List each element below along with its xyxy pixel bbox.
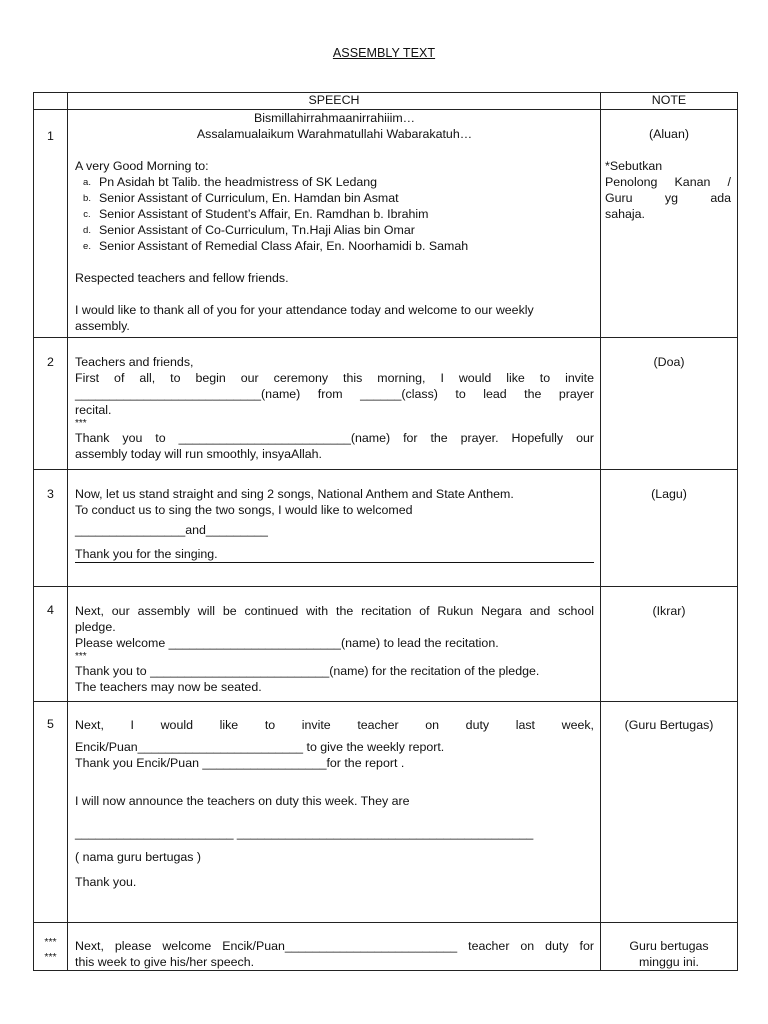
table-row-4 xyxy=(34,587,738,702)
speech-cell xyxy=(68,587,601,702)
speech-line: Next, our assembly will be continued with the recitation of Rukun Negara and school xyxy=(75,604,594,618)
note-text: (Ikrar) xyxy=(652,604,686,618)
speech-line: Encik/Puan________________________ to give the weekly report. xyxy=(75,740,445,754)
list-item: d. Senior Assistant of Co-Curriculum, Tn.Haji Alias bin Omar xyxy=(83,223,415,237)
note-cell xyxy=(601,587,738,702)
note-text: (Doa) xyxy=(653,355,685,369)
row-number-stars: *** *** xyxy=(44,936,57,963)
row-number xyxy=(34,923,68,971)
assembly-table xyxy=(33,92,738,971)
speech-line: Thank you to _________________________(name) for the prayer. Hopefully our xyxy=(75,431,594,445)
table-header-row xyxy=(34,93,738,110)
speech-line: Thank you Encik/Puan __________________for the report . xyxy=(75,756,405,770)
respected-line: Respected teachers and fellow friends. xyxy=(75,271,289,285)
speech-line: ( nama guru bertugas ) xyxy=(75,850,202,864)
note-remark-line: sahaja. xyxy=(605,207,645,221)
document-title: ASSEMBLY TEXT xyxy=(332,46,436,60)
singer-blanks: ________________and_________ xyxy=(75,523,268,537)
note-text: (Lagu) xyxy=(651,487,687,501)
note-remark-line: Penolong Kanan / xyxy=(605,175,731,189)
header-note: NOTE xyxy=(601,93,738,110)
row-number xyxy=(34,470,68,587)
speech-line: Next, please welcome Encik/Puan_________________________ teacher on duty for xyxy=(75,939,594,953)
row-number-text: 5 xyxy=(47,717,54,731)
bismillah-line: Bismillahirrahmaanirrahiiim… xyxy=(253,111,416,125)
note-cell xyxy=(601,338,738,470)
speech-line: Thank you for the singing. xyxy=(75,546,594,563)
speech-line: assembly today will run smoothly, insyaAllah. xyxy=(75,447,322,461)
teachers-blanks: _______________________ ___________________________________________ xyxy=(75,826,534,840)
list-item: e. Senior Assistant of Remedial Class Afair, En. Noorhamidi b. Samah xyxy=(83,239,469,253)
note-cell xyxy=(601,110,738,338)
speech-line: I will now announce the teachers on duty this week. They are xyxy=(75,794,410,808)
note-text: (Aluan) xyxy=(649,127,689,141)
speech-cell xyxy=(68,470,601,587)
table-row-1 xyxy=(34,110,738,338)
row-number xyxy=(34,702,68,923)
note-remark xyxy=(601,158,737,222)
note-cell xyxy=(601,470,738,587)
speech-line: Now, let us stand straight and sing 2 songs, National Anthem and State Anthem. xyxy=(75,487,514,501)
speech-line: Thank you. xyxy=(75,875,137,889)
table-row-2 xyxy=(34,338,738,470)
speech-line: First of all, to begin our ceremony this morning, I would like to invite xyxy=(75,371,594,385)
row-number-text: 2 xyxy=(47,355,54,369)
speech-line: pledge. xyxy=(75,620,116,634)
note-text: Guru bertugas minggu ini. xyxy=(629,939,709,969)
row-number-text: 4 xyxy=(47,603,54,617)
note-remark-line: Guru yg ada xyxy=(605,191,731,205)
row-number-text: 3 xyxy=(47,487,54,501)
header-number xyxy=(34,93,68,110)
row-number xyxy=(34,338,68,470)
table-row-3 xyxy=(34,470,738,587)
separator-stars: *** xyxy=(75,418,87,429)
note-cell xyxy=(601,702,738,923)
speech-line: Teachers and friends, xyxy=(75,355,194,369)
speech-line: Next, I would like to invite teacher on duty last week, xyxy=(75,718,594,732)
speech-line: The teachers may now be seated. xyxy=(75,680,262,694)
speech-line: To conduct us to sing the two songs, I would like to welcomed xyxy=(75,503,413,517)
speech-line: ___________________________(name) from ______(class) to lead the prayer xyxy=(75,387,594,401)
dignitary-list xyxy=(75,174,594,254)
header-speech: SPEECH xyxy=(68,93,601,110)
row-number xyxy=(34,587,68,702)
salam-line: Assalamualaikum Warahmatullahi Wabarakatuh… xyxy=(196,127,473,141)
separator-stars: *** xyxy=(75,651,87,662)
speech-cell xyxy=(68,338,601,470)
speech-line: recital. xyxy=(75,403,112,417)
list-item: c. Senior Assistant of Student’s Affair, En. Ramdhan b. Ibrahim xyxy=(83,207,429,221)
speech-line: Please welcome _________________________(name) to lead the recitation. xyxy=(75,636,499,650)
speech-line: this week to give his/her speech. xyxy=(75,955,255,969)
speech-cell xyxy=(68,110,601,338)
row-number xyxy=(34,110,68,338)
table-row-5 xyxy=(34,702,738,923)
greeting-line: A very Good Morning to: xyxy=(75,159,209,173)
note-text: (Guru Bertugas) xyxy=(624,718,714,732)
thanks-line: I would like to thank all of you for your attendance today and welcome to our weekly xyxy=(75,303,534,317)
speech-cell xyxy=(68,923,601,971)
thanks-line-cont: assembly. xyxy=(75,319,130,333)
row-number-text: 1 xyxy=(47,129,54,143)
speech-cell xyxy=(68,702,601,923)
note-cell xyxy=(601,923,738,971)
speech-line: Thank you to __________________________(name) for the recitation of the pledge. xyxy=(75,664,540,678)
note-remark-line: *Sebutkan xyxy=(605,159,663,173)
table-row-6 xyxy=(34,923,738,971)
list-item: b. Senior Assistant of Curriculum, En. Hamdan bin Asmat xyxy=(83,191,399,205)
list-item: a. Pn Asidah bt Talib. the headmistress of SK Ledang xyxy=(83,175,378,189)
